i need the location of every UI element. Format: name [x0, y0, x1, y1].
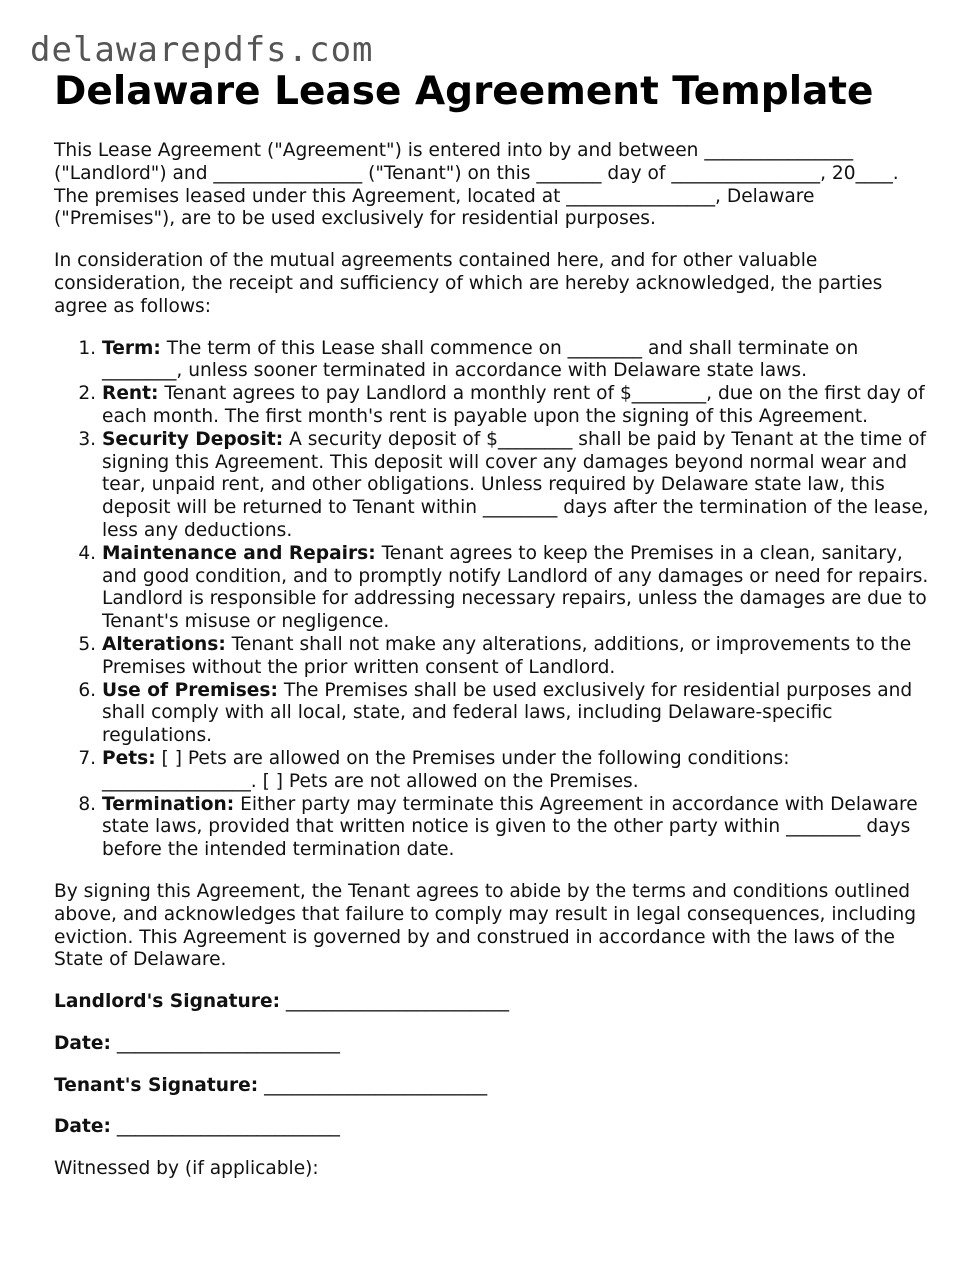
use-of-premises-text: The Premises shall be used exclusively for residential purposes and shall comply with all local, state, and federal laws, including Delaware-specific regulations.	[102, 679, 913, 747]
lease-document	[54, 68, 934, 1200]
landlord-signature-line	[54, 991, 934, 1014]
terms-list	[54, 338, 934, 862]
rent-label: Rent:	[102, 383, 159, 405]
tenant-date-blank: ________________________	[110, 1116, 340, 1138]
maintenance-label: Maintenance and Repairs:	[102, 542, 376, 564]
tenant-signature-line	[54, 1075, 934, 1098]
pets-text: [ ] Pets are allowed on the Premises under the following conditions: ________________. [ ] Pets are not allowed on the Premises.	[102, 747, 790, 792]
maintenance-item	[102, 543, 934, 634]
landlord-signature-blank: ________________________	[280, 991, 510, 1013]
alterations-label: Alterations:	[102, 633, 226, 655]
witness-line: Witnessed by (if applicable):	[54, 1158, 319, 1180]
intro-paragraph: This Lease Agreement ("Agreement") is entered into by and between ________________ ("Landlord") and ________________ ("Tenant") on this _______ day of ________________, 20____. The premises leased under this Agreement, located at ________________, Delaware ("Premises"), are to be used exclusively for residential purposes.	[54, 140, 899, 230]
landlord-signature-label: Landlord's Signature:	[54, 991, 281, 1013]
termination-item	[102, 794, 934, 862]
term-text: The term of this Lease shall commence on ________ and shall terminate on ________, unless sooner terminated in accordance with Delaware state laws.	[102, 337, 859, 382]
site-watermark: delawarepdfs.com	[30, 30, 374, 70]
document-title: Delaware Lease Agreement Template	[54, 69, 874, 114]
rent-item	[102, 383, 934, 429]
maintenance-text: Tenant agrees to keep the Premises in a clean, sanitary, and good condition, and to promptly notify Landlord of any damages or need for repairs. Landlord is responsible for addressing necessary repairs, unless the damages are due to Tenant's misuse or negligence.	[102, 542, 929, 633]
pets-item	[102, 748, 934, 794]
term-item	[102, 338, 934, 384]
alterations-text: Tenant shall not make any alterations, additions, or improvements to the Premises without the prior written consent of Landlord.	[102, 633, 912, 678]
landlord-date-label: Date:	[54, 1032, 111, 1054]
security-deposit-item	[102, 429, 934, 543]
termination-text: Either party may terminate this Agreement in accordance with Delaware state laws, provided that written notice is given to the other party within ________ days before the intended termination date.	[102, 793, 918, 861]
security-deposit-text: A security deposit of $________ shall be paid by Tenant at the time of signing this Agreement. This deposit will cover any damages beyond normal wear and tear, unpaid rent, and other obligations. Unless required by Delaware state law, this deposit will be returned to Tenant within ________ days after the termination of the lease, less any deductions.	[102, 428, 929, 541]
landlord-date-line	[54, 1033, 934, 1056]
consideration-paragraph: In consideration of the mutual agreements contained here, and for other valuable consideration, the receipt and sufficiency of which are hereby acknowledged, the parties agree as follows:	[54, 250, 883, 317]
term-label: Term:	[102, 337, 161, 359]
security-deposit-label: Security Deposit:	[102, 428, 284, 450]
pets-label: Pets:	[102, 747, 156, 769]
termination-label: Termination:	[102, 793, 235, 815]
tenant-date-label: Date:	[54, 1116, 111, 1138]
tenant-date-line	[54, 1116, 934, 1139]
tenant-signature-blank: ________________________	[258, 1074, 488, 1096]
use-of-premises-label: Use of Premises:	[102, 679, 278, 701]
closing-paragraph: By signing this Agreement, the Tenant agrees to abide by the terms and conditions outlined above, and acknowledges that failure to comply may result in legal consequences, including eviction. This Agreement is governed by and construed in accordance with the laws of the State of Delaware.	[54, 880, 917, 971]
landlord-date-blank: ________________________	[110, 1032, 340, 1054]
rent-text: Tenant agrees to pay Landlord a monthly rent of $________, due on the first day of each month. The first month's rent is payable upon the signing of this Agreement.	[102, 383, 925, 427]
alterations-item	[102, 634, 934, 680]
tenant-signature-label: Tenant's Signature:	[54, 1074, 259, 1096]
use-of-premises-item	[102, 680, 934, 748]
